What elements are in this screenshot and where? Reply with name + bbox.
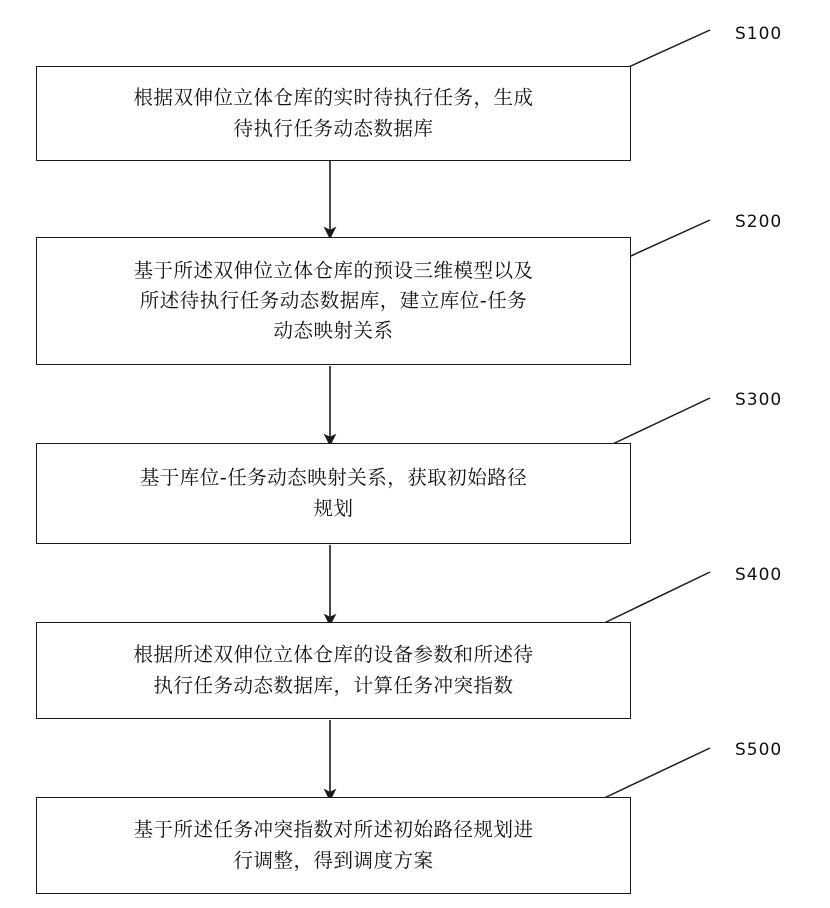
step-label-s200: S200 (735, 212, 783, 232)
step-text-s400: 根据所述双伸位立体仓库的设备参数和所述待 执行任务动态数据库，计算任务冲突指数 (133, 643, 534, 697)
step-box-s200[interactable] (36, 237, 631, 365)
leader-s500 (600, 748, 710, 800)
leader-s400 (600, 572, 710, 625)
step-box-s400[interactable] (36, 622, 631, 719)
step-text-s300: 基于库位-任务动态映射关系，获取初始路径 规划 (139, 466, 528, 520)
step-box-s500[interactable] (36, 797, 631, 894)
step-text-s500: 基于所述任务冲突指数对所述初始路径规划进 行调整，得到调度方案 (133, 818, 534, 872)
step-label-s500: S500 (735, 740, 783, 760)
step-box-s100[interactable] (36, 66, 631, 161)
step-label-s400: S400 (735, 565, 783, 585)
step-text-s100: 根据双伸位立体仓库的实时待执行任务，生成 待执行任务动态数据库 (133, 86, 534, 140)
step-box-s300[interactable] (36, 443, 631, 544)
step-label-s300: S300 (735, 390, 783, 410)
step-label-s100: S100 (735, 24, 783, 44)
step-text-s200: 基于所述双伸位立体仓库的预设三维模型以及 所述待执行任务动态数据库，建立库位-任务 动态映射关系 (133, 258, 534, 343)
